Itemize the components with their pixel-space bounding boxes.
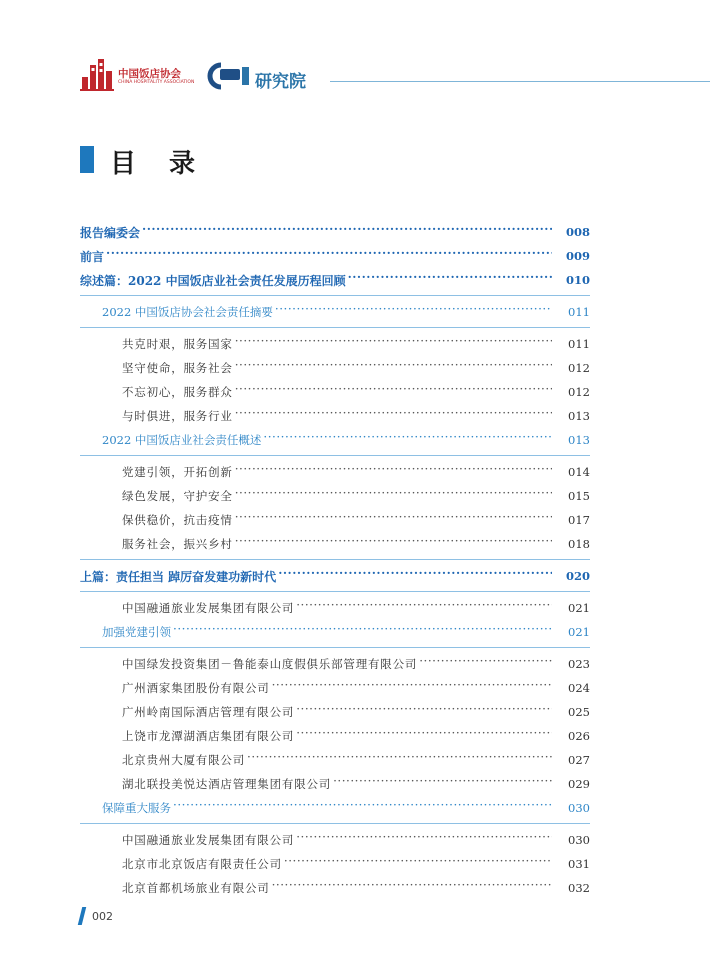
toc-leader-dots [235, 513, 552, 527]
toc-entry[interactable] [80, 508, 590, 532]
toc-entry[interactable] [80, 268, 590, 292]
toc-leader-dots [106, 249, 552, 263]
toc-leader-dots [419, 657, 552, 671]
toc-entry[interactable] [80, 852, 590, 876]
toc-entry-page: 026 [568, 729, 590, 743]
toc-entry[interactable] [80, 828, 590, 852]
toc-leader-dots [235, 537, 552, 551]
toc-leader-dots [173, 801, 552, 815]
toc-entry[interactable] [80, 876, 590, 900]
toc-entry-page: 008 [565, 225, 590, 239]
toc-leader-dots [173, 625, 552, 639]
toc-section-divider [80, 327, 590, 328]
header-divider [330, 81, 710, 82]
toc-entry-label: 北京市北京饭店有限责任公司 [122, 857, 282, 871]
csr-cloud-logo-icon [205, 61, 251, 91]
toc-section-divider [80, 455, 590, 456]
toc-entry[interactable] [80, 724, 590, 748]
toc-entry-label: 上饶市龙潭湖酒店集团有限公司 [122, 729, 295, 743]
association-name: 中国饭店协会 [118, 68, 181, 80]
toc-entry-page: 031 [568, 857, 590, 871]
toc-entry-page: 009 [565, 249, 590, 263]
toc-entry-label: 北京贵州大厦有限公司 [122, 753, 245, 767]
toc-leader-dots [235, 489, 552, 503]
title-accent-bar [80, 146, 94, 173]
toc-entry-label: 党建引领，开拓创新 [122, 465, 233, 479]
toc-entry-label: 广州岭南国际酒店管理有限公司 [122, 705, 295, 719]
toc-entry[interactable] [80, 484, 590, 508]
toc-section-divider [80, 647, 590, 648]
toc-entry[interactable] [80, 428, 590, 452]
toc-entry-label: 绿色发展，守护安全 [122, 489, 233, 503]
toc-entry-page: 027 [568, 753, 590, 767]
toc-entry[interactable] [80, 532, 590, 556]
toc-entry[interactable] [80, 244, 590, 268]
toc-leader-dots [272, 681, 552, 695]
toc-entry-label: 湖北联投美悦达酒店管理集团有限公司 [122, 777, 332, 791]
toc-entry-label: 2022 中国饭店业社会责任概述 [102, 433, 262, 447]
toc-leader-dots [235, 409, 552, 423]
toc-entry-label: 中国绿发投资集团－鲁能泰山度假俱乐部管理有限公司 [122, 657, 418, 671]
china-hospitality-association-logo [80, 55, 200, 95]
toc-leader-dots [142, 225, 552, 239]
toc-entry-page: 010 [565, 273, 590, 287]
toc-entry-page: 011 [568, 337, 590, 351]
page-number: 002 [92, 910, 113, 923]
toc-leader-dots [275, 305, 552, 319]
association-name-en: CHINA HOSPITALITY ASSOCIATION [118, 80, 195, 85]
toc-entry[interactable] [80, 380, 590, 404]
toc-entry-page: 015 [568, 489, 590, 503]
toc-entry-label: 北京首都机场旅业有限公司 [122, 881, 270, 895]
toc-entry[interactable] [80, 652, 590, 676]
toc-leader-dots [272, 881, 552, 895]
toc-entry-label: 前言 [80, 249, 105, 264]
toc-entry-page: 030 [568, 801, 590, 815]
toc-entry[interactable] [80, 700, 590, 724]
toc-entry-label: 广州酒家集团股份有限公司 [122, 681, 270, 695]
toc-entry-label: 共克时艰，服务国家 [122, 337, 233, 351]
toc-entry-page: 020 [565, 569, 590, 583]
toc-entry[interactable] [80, 748, 590, 772]
toc-entry-page: 021 [568, 601, 590, 615]
toc-entry-label: 保障重大服务 [102, 801, 171, 815]
toc-entry[interactable] [80, 332, 590, 356]
toc-leader-dots [235, 361, 552, 375]
toc-entry-label: 坚守使命，服务社会 [122, 361, 233, 375]
toc-leader-dots [296, 705, 552, 719]
toc-entry-label: 上篇：责任担当 踔厉奋发建功新时代 [80, 569, 277, 584]
toc-entry-page: 017 [568, 513, 590, 527]
toc-entry[interactable] [80, 772, 590, 796]
toc-leader-dots [296, 729, 552, 743]
toc-entry-label: 加强党建引领 [102, 625, 171, 639]
toc-entry-label: 2022 中国饭店协会社会责任摘要 [102, 305, 273, 319]
toc-entry-page: 023 [568, 657, 590, 671]
footer-accent-bar [78, 907, 86, 925]
toc-entry-page: 013 [568, 433, 590, 447]
toc-entry-label: 服务社会，振兴乡村 [122, 537, 233, 551]
toc-leader-dots [263, 433, 552, 447]
toc-entry[interactable] [80, 796, 590, 820]
toc-section-divider [80, 295, 590, 296]
toc-entry[interactable] [80, 356, 590, 380]
toc-leader-dots [235, 465, 552, 479]
toc-entry-page: 013 [568, 409, 590, 423]
toc-entry-page: 014 [568, 465, 590, 479]
table-of-contents [80, 220, 590, 900]
toc-entry-page: 018 [568, 537, 590, 551]
toc-entry[interactable] [80, 564, 590, 588]
building-logo-icon [80, 57, 114, 91]
toc-entry[interactable] [80, 460, 590, 484]
toc-section-divider [80, 823, 590, 824]
toc-entry-label: 与时俱进，服务行业 [122, 409, 233, 423]
toc-entry-page: 032 [568, 881, 590, 895]
toc-entry-page: 021 [568, 625, 590, 639]
toc-entry-label: 报告编委会 [80, 225, 141, 240]
toc-leader-dots [278, 569, 552, 583]
page-header [80, 55, 710, 95]
toc-entry-page: 024 [568, 681, 590, 695]
toc-entry-page: 011 [568, 305, 590, 319]
toc-entry-label: 中国融通旅业发展集团有限公司 [122, 833, 295, 847]
toc-entry-label: 中国融通旅业发展集团有限公司 [122, 601, 295, 615]
toc-leader-dots [333, 777, 552, 791]
toc-entry-label: 不忘初心，服务群众 [122, 385, 233, 399]
toc-entry[interactable] [80, 220, 590, 244]
toc-entry-page: 012 [568, 361, 590, 375]
toc-entry-page: 029 [568, 777, 590, 791]
toc-leader-dots [296, 833, 552, 847]
toc-entry[interactable] [80, 676, 590, 700]
toc-entry-label: 综述篇：2022 中国饭店业社会责任发展历程回顾 [80, 273, 346, 288]
toc-entry-page: 025 [568, 705, 590, 719]
toc-leader-dots [348, 273, 552, 287]
toc-entry-page: 030 [568, 833, 590, 847]
toc-leader-dots [247, 753, 552, 767]
toc-entry[interactable] [80, 404, 590, 428]
toc-leader-dots [235, 385, 552, 399]
toc-leader-dots [296, 601, 552, 615]
toc-entry[interactable] [80, 620, 590, 644]
toc-leader-dots [284, 857, 552, 871]
toc-leader-dots [235, 337, 552, 351]
toc-entry-page: 012 [568, 385, 590, 399]
institute-name: 研究院 [255, 72, 306, 92]
toc-section-divider [80, 559, 590, 560]
toc-section-divider [80, 591, 590, 592]
toc-entry[interactable] [80, 300, 590, 324]
toc-entry[interactable] [80, 596, 590, 620]
csr-cloud-institute-logo [205, 61, 325, 91]
page-title: 目 录 [110, 149, 208, 179]
toc-entry-label: 保供稳价，抗击疫情 [122, 513, 233, 527]
